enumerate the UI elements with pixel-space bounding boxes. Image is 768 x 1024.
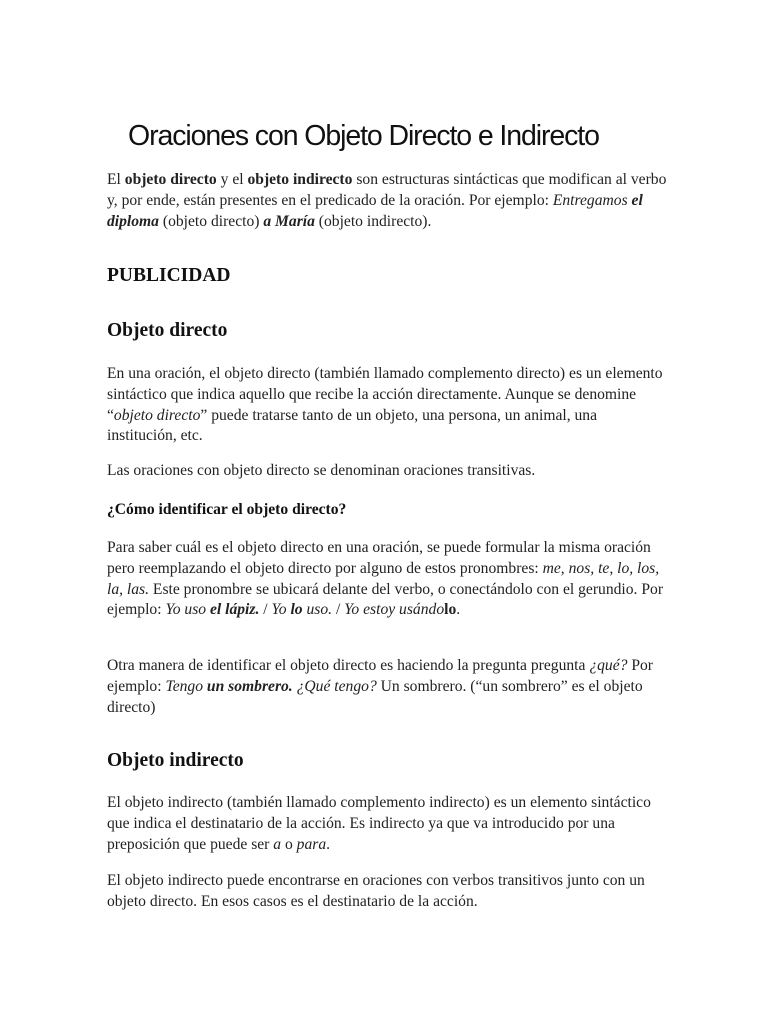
text-segment: Por ejemplo: bbox=[107, 657, 657, 695]
page-title: Oraciones con Objeto Directo e Indirecto bbox=[128, 120, 599, 152]
text-segment: o bbox=[281, 835, 297, 853]
text-segment: lo bbox=[444, 601, 457, 619]
text-segment: ” puede tratarse tanto de un objeto, una persona, un animal, una institución, etc. bbox=[107, 406, 601, 445]
text-segment: El objeto indirecto puede encontrarse en oraciones con verbos transitivos junto con un objeto directo. En esos casos es el destinatario de la acción. bbox=[107, 872, 649, 910]
text-segment: Yo bbox=[271, 601, 291, 619]
text-segment: y el bbox=[216, 171, 248, 188]
text-segment: Yo estoy usándo bbox=[344, 601, 445, 619]
section-heading-direct-object: Objeto directo bbox=[107, 320, 228, 341]
text-segment: (objeto directo) bbox=[158, 212, 264, 230]
text-segment: (objeto indirecto). bbox=[314, 212, 432, 230]
transitive-sentences-paragraph bbox=[107, 461, 669, 482]
text-segment: a María bbox=[263, 212, 315, 230]
text-segment: ¿Qué tengo? bbox=[296, 677, 377, 695]
text-segment: el diploma bbox=[107, 191, 647, 230]
text-segment: El objeto indirecto (también llamado complemento indirecto) es un elemento sintáctico que indica el destinatario de la acción. Es indirecto ya que va introducido por una preposición que puede ser bbox=[107, 794, 655, 853]
text-segment: el lápiz. bbox=[209, 601, 260, 619]
text-segment: son estructuras sintácticas que modifican al verbo y, por ende, están presentes en el predicado de la oración. Por ejemplo: bbox=[107, 171, 671, 209]
intro-paragraph bbox=[107, 170, 669, 232]
text-segment: un sombrero. bbox=[206, 677, 293, 695]
text-segment: . bbox=[326, 835, 331, 853]
text-segment: uso. bbox=[302, 601, 333, 619]
text-segment: / bbox=[259, 601, 272, 619]
text-segment: Un sombrero. (“un sombrero” es el objeto directo) bbox=[107, 677, 647, 716]
text-segment: objeto indirecto bbox=[247, 171, 353, 188]
question-method-paragraph bbox=[107, 656, 669, 718]
text-segment: Tengo bbox=[165, 677, 207, 695]
text-segment: . bbox=[456, 601, 461, 619]
text-segment: En una oración, el objeto directo (también llamado complemento directo) es un elemento sintáctico que indica aquello que recibe la acción directamente. Aunque se denomine “ bbox=[107, 365, 667, 424]
text-segment: para bbox=[296, 835, 327, 853]
text-segment: objeto directo bbox=[124, 171, 217, 188]
text-segment: Las oraciones con objeto directo se denominan oraciones transitivas. bbox=[107, 462, 536, 479]
direct-object-definition-paragraph bbox=[107, 364, 669, 447]
indirect-with-transitive-paragraph bbox=[107, 871, 669, 913]
text-segment: a bbox=[273, 835, 282, 853]
text-segment: Entregamos bbox=[552, 191, 632, 209]
text-segment: / bbox=[332, 601, 345, 619]
text-segment: Este pronombre se ubicará delante del verbo, o conectándolo con el gerundio. Por ejemplo: bbox=[107, 580, 667, 619]
text-segment: Para saber cuál es el objeto directo en una oración, se puede formular la misma oración pero reemplazando el objeto directo por alguno de estos pronombres: bbox=[107, 539, 655, 577]
advertisement-label: PUBLICIDAD bbox=[107, 265, 231, 286]
section-heading-indirect-object: Objeto indirecto bbox=[107, 750, 244, 771]
text-segment: El bbox=[107, 171, 125, 188]
subheading-identify-direct-object: ¿Cómo identificar el objeto directo? bbox=[107, 501, 347, 518]
pronoun-method-paragraph bbox=[107, 538, 669, 621]
text-segment: objeto directo bbox=[113, 406, 201, 424]
indirect-object-definition-paragraph bbox=[107, 793, 669, 855]
text-segment: Otra manera de identificar el objeto directo es haciendo la pregunta pregunta bbox=[107, 657, 590, 674]
text-segment: ¿qué? bbox=[589, 657, 628, 674]
text-segment: me, nos, te, lo, los, la, las. bbox=[107, 559, 664, 598]
text-segment: lo bbox=[290, 601, 303, 619]
text-segment: Yo uso bbox=[165, 601, 210, 619]
